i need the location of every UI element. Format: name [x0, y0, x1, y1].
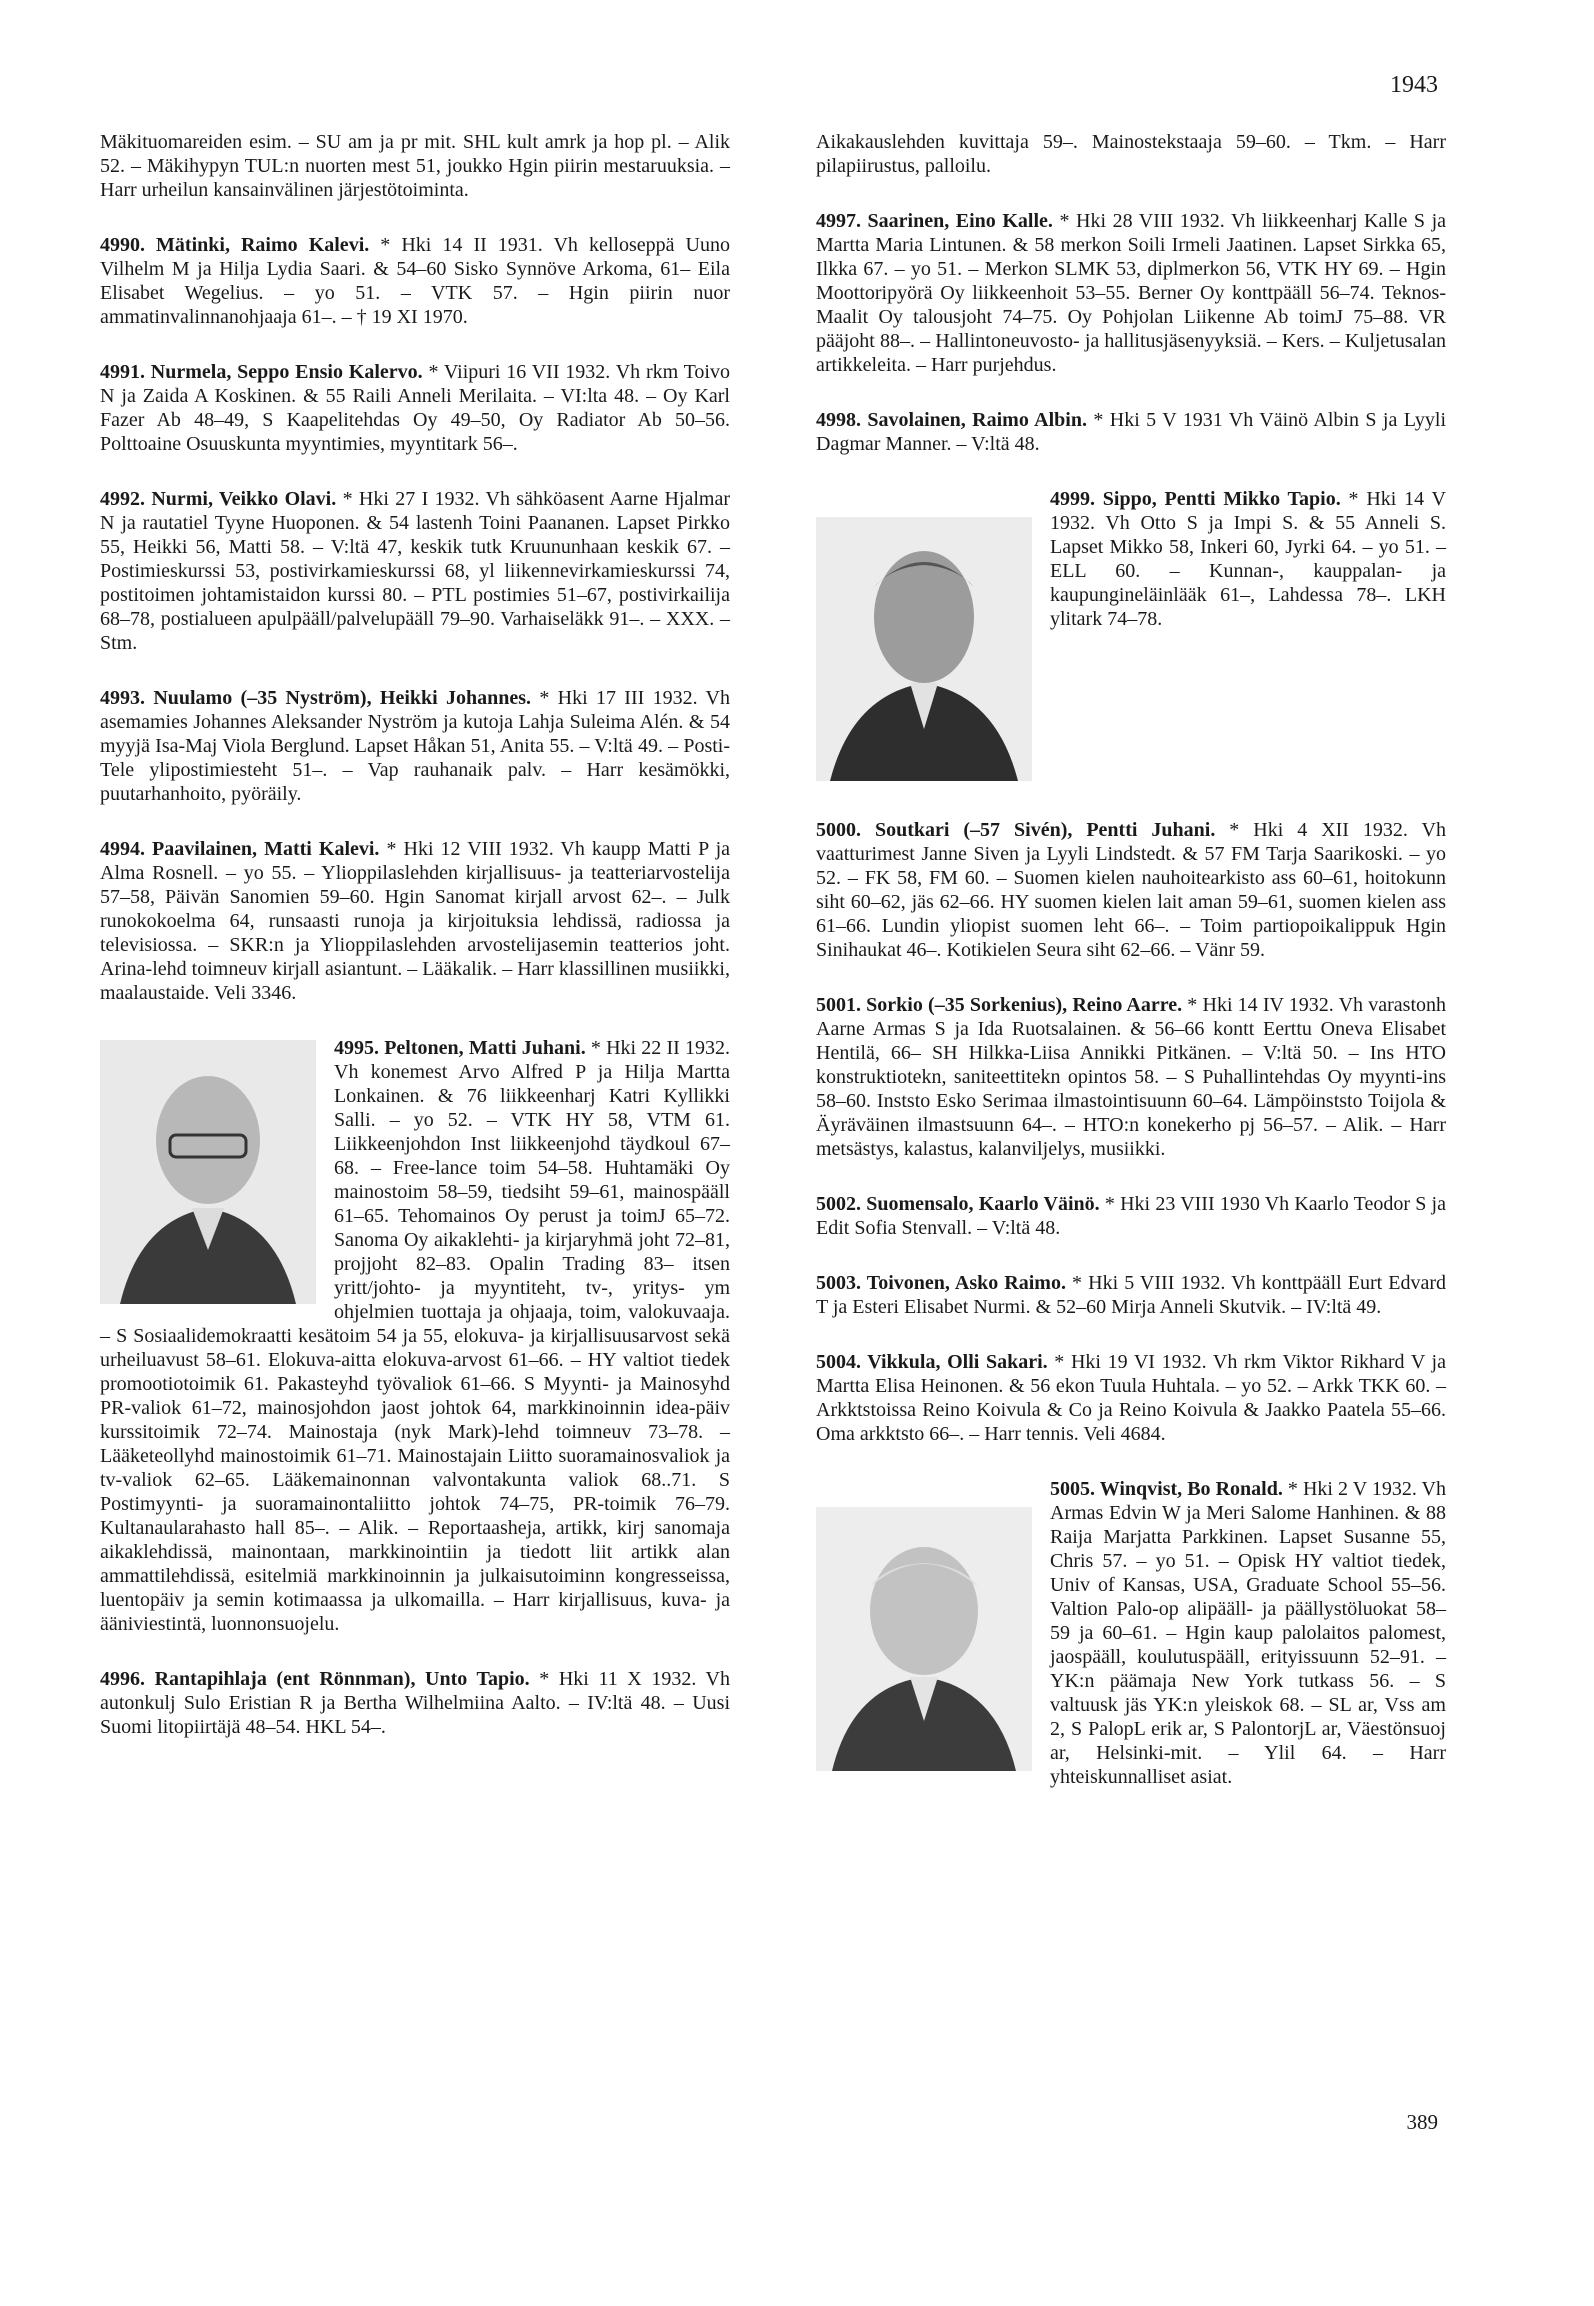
entry-heading: 4995. Peltonen, Matti Juhani.	[334, 1037, 586, 1059]
entry-heading: 5004. Vikkula, Olli Sakari.	[816, 1351, 1048, 1373]
page-number-top: 1943	[1390, 72, 1438, 98]
entry-4992	[100, 487, 730, 655]
portrait-photo-peltonen-image	[100, 1040, 316, 1304]
entry-text: * Hki 19 VI 1932. Vh rkm Viktor Rikhard V ja Martta Elisa Heinonen. & 56 ekon Tuula Huhtala. – yo 52. – Arkk TKK 60. – Arkktstoissa Reino Koivula & Co ja Reino Koivula & Jaakko Paatela 55–66. Oma arkktsto 66–. – Harr tennis. Veli 4684.	[816, 1351, 1446, 1445]
entry-4991	[100, 360, 730, 456]
entry-text: * Hki 5 V 1931 Vh Väinö Albin S ja Lyyli Dagmar Manner. – V:ltä 48.	[816, 409, 1447, 455]
entry-text: * Hki 14 IV 1932. Vh varastonh Aarne Armas S ja Ida Ruotsalainen. & 56–66 kontt Eerttu Oneva Elisabet Hentilä, 66– SH Hilkka-Liisa Annikki Pitkänen. – V:ltä 50. – Ins HTO konstruktiotekn, saniteettitekn opintos 58. – S Puhallintehdas Oy myynti-ins 58–60. Inststo Esko Serimaa ilmastointisuunn 60–64. Lämpöinststo Toijola & Äyräväinen ilmastsuunn 64–. – HTO:n konekerho pj 56–57. – Alik. – Harr metsästys, kalastus, kalanviljelys, musiikki.	[816, 994, 1446, 1160]
entry-heading: 4994. Paavilainen, Matti Kalevi.	[100, 838, 380, 860]
entry-5004	[816, 1350, 1446, 1446]
entry-text: * Hki 11 X 1932. Vh autonkulj Sulo Eristian R ja Bertha Wilhelmiina Aalto. – IV:ltä 48. – Uusi Suomi litopiirtäjä 48–54. HKL 54–.	[100, 1668, 730, 1738]
entry-heading: 4997. Saarinen, Eino Kalle.	[816, 210, 1053, 232]
entry-5002	[816, 1192, 1446, 1240]
entry-5005	[816, 1477, 1446, 1789]
entry-heading: 5005. Winqvist, Bo Ronald.	[1050, 1478, 1283, 1500]
portrait-photo-peltonen	[100, 1040, 316, 1304]
entry-text: * Hki 14 V 1932. Vh Otto S ja Impi S. & 55 Anneli S. Lapset Mikko 58, Inkeri 60, Jyrki 64. – yo 51. – ELL 60. – Kunnan-, kauppalan- ja kaupungineläinlääk 61–, Lahdessa 78–. LKH ylitark 74–78.	[1050, 488, 1446, 630]
entry-heading: 4998. Savolainen, Raimo Albin.	[816, 409, 1087, 431]
entry-text: * Hki 2 V 1932. Vh Armas Edvin W ja Meri Salome Hanhinen. & 88 Raija Marjatta Parkkinen. Lapset Susanne 55, Chris 57. – yo 51. – Opisk HY valtiot tiedek, Univ of Kansas, USA, Graduate School 55–56. Valtion Palo-op alipääll- ja päällystöluokat 58–59 ja 60–61. – Hgin kaup palolaitos palomest, jaospääll, koulutuspääll, erityissuunn 52–91. – YK:n päämaja New York tutkass 56. – S valtuusk jäs YK:n yleiskok 68. – SL ar, Vss am 2, S PalopL erik ar, S PalontorjL ar, Väestönsuoj ar, Helsinki-mit. – Ylil 64. – Harr yhteiskunnalliset asiat.	[1050, 1478, 1446, 1788]
entry-heading: 4996. Rantapihlaja (ent Rönnman), Unto Tapio.	[100, 1668, 530, 1690]
entry-heading: 4991. Nurmela, Seppo Ensio Kalervo.	[100, 361, 423, 383]
entry-text: * Hki 4 XII 1932. Vh vaatturimest Janne Siven ja Lyyli Lindstedt. & 57 FM Tarja Saarikoski. – yo 52. – FK 58, FM 60. – Suomen kielen nauhoitearkisto ass 60–61, hoitokunn siht 60–62, jäs 62–66. HY suomen kielen lait aman 59–61, suomen kielen ass 61–66. Lundin yliopist suomen leht 66–. – Toim partiopoikalippuk Hgin Sinihaukat 46–. Kotikielen Seura siht 62–66. – Vänr 59.	[816, 819, 1446, 961]
entry-continuation	[100, 130, 730, 202]
entry-heading: 5003. Toivonen, Asko Raimo.	[816, 1272, 1066, 1294]
entry-heading: 4990. Mätinki, Raimo Kalevi.	[100, 234, 370, 256]
entry-5000	[816, 818, 1446, 962]
portrait-photo-winqvist	[816, 1507, 1032, 1771]
entry-text: * Hki 22 II 1932. Vh konemest Arvo Alfred P ja Hilja Martta Lonkainen. & 76 liikkeenharj Katri Kyllikki Salli. – yo 52. – VTK HY 58, VTM 61. Liikkeenjohdon Inst liikkeenjohd täydkoul 67–68. – Free-lance toim 54–58. Huhtamäki Oy mainostoim 58–59, tiedsiht 59–61, mainospääll 61–65. Tehomainos Oy perust ja toimJ 65–72. Sanoma Oy aikaklehti- ja kirjaryhmä joht 72–81, projjoht 82–83. Opalin Trading 83– itsen yritt/johto- ja myyntiteht, tv-, yritys- ym ohjelmien tuottaja ja ohjaaja, toim, valokuvaaja. – S Sosiaalidemokraatti kesätoim 54 ja 55, elokuva- ja kirjallisuusarvost sekä urheiluavust 58–61. Elokuva-aitta elokuva-arvost 61–66. – HY valtiot tiedek promootiotoimik 61. Pakasteyhd työvaliok 61–66. S Myynti- ja Mainosyhd PR-valiok 61–72, mainosjohdon jaost johtok 64, markkinoinnin idea-päiv kurssitoimik 72–74. Mainostaja (nyk Mark)-lehd toimneuv 73–78. – Lääketeollyhd mainostoimik 61–71. Mainostajain Liitto suoramainosvaliok ja tv-valiok 62–65. Lääkemainonnan valvontakunta valiok 68..71. S Postimyynti- ja suoramainontaliitto johtok 74–75, PR-toimik 76–79. Kultanaularahasto hall 85–. – Alik. – Reportaasheja, artikk, kirj sanomaja aikaklehdissä, mainontaan, markkinointiin ja tiedott liit artikk alan ammattilehdissä, esitelmiä markkinoinnin ja julkaisutoiminn kongresseissa, luentopäiv ja semin kotimaassa ja ulkomailla. – Harr kirjallisuus, kuva- ja ääniviestintä, luonnonsuojelu.	[100, 1037, 730, 1635]
entry-4990	[100, 233, 730, 329]
portrait-photo-winqvist-image	[816, 1507, 1032, 1771]
entry-4999	[816, 487, 1446, 787]
entry-text: * Hki 12 VIII 1932. Vh kaupp Matti P ja Alma Rosnell. – yo 55. – Ylioppilaslehden kirjallisuus- ja teatteriarvostelija 57–58, Päivän Sanomien 59–60. Hgin Sanomat kirjall arvost 62–. – Julk runokokoelma 64, runsaasti runoja ja kirjoituksia lehdissä, radiossa ja televisiossa. – SKR:n ja Ylioppilaslehden arvostelijasemin teatterios joht. Arina-lehd toimneuv kirjall asiantunt. – Lääkalik. – Harr klassillinen musiikki, maalaustaide. Veli 3346.	[100, 838, 731, 1004]
entry-heading: 4999. Sippo, Pentti Mikko Tapio.	[1050, 488, 1341, 510]
right-column	[816, 130, 1446, 1820]
entry-4997	[816, 209, 1446, 377]
entry-text: * Hki 5 VIII 1932. Vh konttpääll Eurt Edvard T ja Esteri Elisabet Nurmi. & 52–60 Mirja Anneli Skutvik. – IV:ltä 49.	[816, 1272, 1446, 1318]
entry-heading: 5000. Soutkari (–57 Sivén), Pentti Juhani.	[816, 819, 1216, 841]
entry-4996	[100, 1667, 730, 1739]
entry-4998	[816, 408, 1446, 456]
entry-heading: 4992. Nurmi, Veikko Olavi.	[100, 488, 337, 510]
entry-text: * Hki 27 I 1932. Vh sähköasent Aarne Hjalmar N ja rautatiel Tyyne Huoponen. & 54 lastenh Toini Paananen. Lapset Pirkko 55, Heikki 56, Matti 58. – V:ltä 47, keskik tutk Kruununhaan keskik 67. – Postimieskurssi 53, postivirkamieskurssi 68, yl liikennevirkamieskurssi 74, postitoimen johtamistaidon kurssi 80. – PTL postimies 51–67, postivirkailija 68–78, postialueen apulpääll/palvelupääll 79–90. Varhaiseläkk 91–. – XXX. – Stm.	[100, 488, 730, 654]
entry-text: Aikakauslehden kuvittaja 59–. Mainostekstaaja 59–60. – Tkm. – Harr pilapiirustus, palloilu.	[816, 131, 1446, 177]
entry-text: * Hki 14 II 1931. Vh kelloseppä Uuno Vilhelm M ja Hilja Lydia Saari. & 54–60 Sisko Synnöve Arkoma, 61– Eila Elisabet Wegelius. – yo 51. – VTK 57. – Hgin piirin nuor ammatinvalinnanohjaaja 61–. – † 19 XI 1970.	[100, 234, 730, 328]
entry-text: Mäkituomareiden esim. – SU am ja pr mit. SHL kult amrk ja hop pl. – Alik 52. – Mäkihypyn TUL:n nuorten mest 51, joukko Hgin piirin mestaruuksia. – Harr urheilun kansainvälinen järjestötoiminta.	[100, 131, 730, 201]
entry-continuation-right	[816, 130, 1446, 178]
entry-text: * Viipuri 16 VII 1932. Vh rkm Toivo N ja Zaida A Koskinen. & 55 Raili Anneli Merilaita. – VI:lta 48. – Oy Karl Fazer Ab 48–49, S Kaapelitehdas Oy 49–50, Oy Radiator Ab 50–56. Polttoaine Osuuskunta myyntimies, myyntitark 56–.	[100, 361, 730, 455]
entry-5001	[816, 993, 1446, 1161]
page-number-bottom: 389	[1406, 2110, 1438, 2134]
entry-text: * Hki 17 III 1932. Vh asemamies Johannes Aleksander Nyström ja kutoja Lahja Suleima Alén. & 54 myyjä Isa-Maj Viola Berglund. Lapset Håkan 51, Anita 55. – V:ltä 49. – Posti-Tele ylipostimiesteht 51–. – Vap rauhanaik palv. – Harr kesämökki, puutarhanhoito, pyöräily.	[100, 687, 730, 805]
entry-text: * Hki 23 VIII 1930 Vh Kaarlo Teodor S ja Edit Sofia Stenvall. – V:ltä 48.	[816, 1193, 1446, 1239]
entry-4995	[100, 1036, 730, 1636]
portrait-photo-sippo	[816, 517, 1032, 781]
entry-heading: 5001. Sorkio (–35 Sorkenius), Reino Aarre.	[816, 994, 1183, 1016]
entry-4994	[100, 837, 730, 1005]
entry-heading: 5002. Suomensalo, Kaarlo Väinö.	[816, 1193, 1100, 1215]
entry-text: * Hki 28 VIII 1932. Vh liikkeenharj Kalle S ja Martta Maria Lintunen. & 58 merkon Soili Irmeli Jaatinen. Lapset Sirkka 65, Ilkka 67. – yo 51. – Merkon SLMK 53, diplmerkon 56, VTK HY 69. – Hgin Moottoripyörä Oy liikkeenhoit 53–55. Berner Oy konttpääll 56–74. Teknos-Maalit Oy talousjoht 74–75. Oy Pohjolan Liikenne Ab toimJ 75–88. VR pääjoht 88–. – Hallintoneuvosto- ja hallitusjäsenyyksiä. – Kers. – Kuljetusalan artikkeleita. – Harr purjehdus.	[816, 210, 1447, 376]
entry-heading: 4993. Nuulamo (–35 Nyström), Heikki Johannes.	[100, 687, 532, 709]
entry-5003	[816, 1271, 1446, 1319]
entry-4993	[100, 686, 730, 806]
portrait-photo-sippo-image	[816, 517, 1032, 781]
left-column	[100, 130, 730, 1770]
